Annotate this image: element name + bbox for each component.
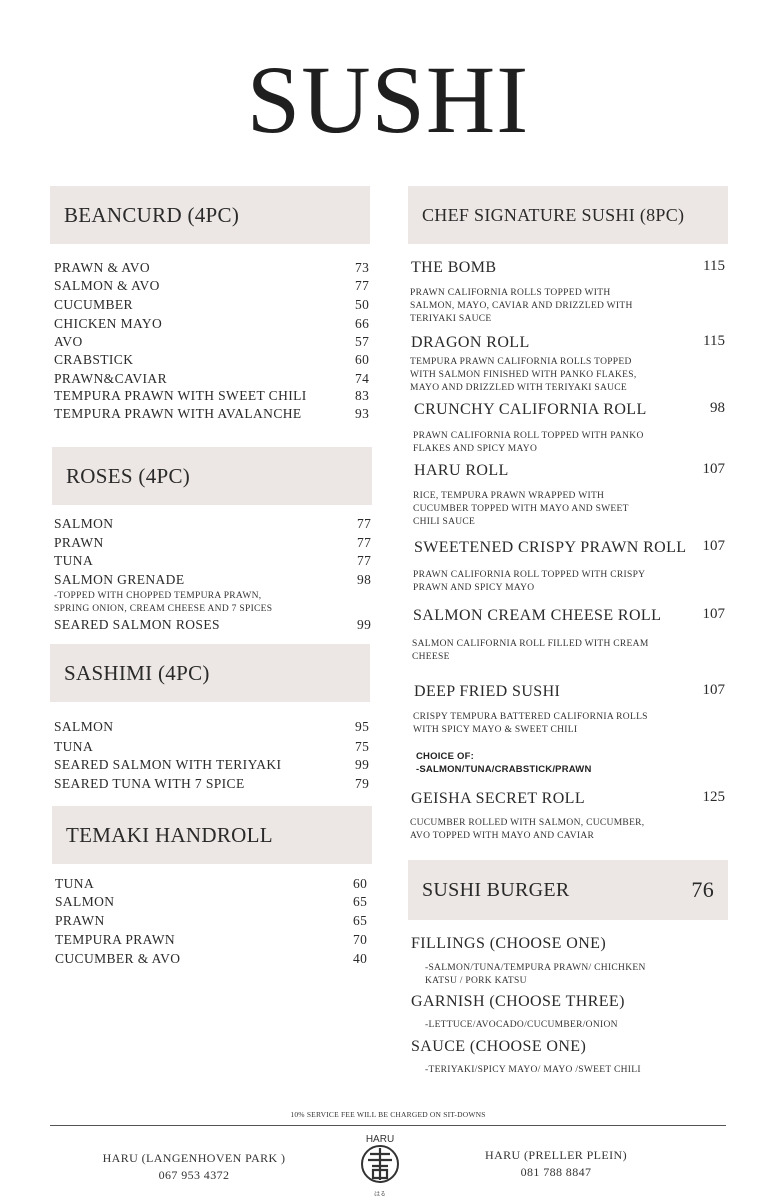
menu-item bbox=[54, 553, 372, 568]
menu-item bbox=[54, 278, 370, 293]
signature-item-name: DRAGON ROLL bbox=[411, 334, 530, 351]
signature-item-name: CRUNCHY CALIFORNIA ROLL bbox=[414, 401, 647, 418]
haru-logo bbox=[355, 1130, 405, 1200]
menu-item-price: 77 bbox=[355, 278, 370, 293]
signature-item-name: SALMON CREAM CHEESE ROLL bbox=[413, 607, 662, 624]
sauce-options: -TERIYAKI/SPICY MAYO/ MAYO /SWEET CHILI bbox=[425, 1065, 641, 1075]
signature-item-description bbox=[413, 430, 644, 456]
menu-item-name: SEARED TUNA WITH 7 SPICE bbox=[54, 776, 245, 791]
menu-item-price: 65 bbox=[353, 894, 368, 909]
signature-item-price: 115 bbox=[703, 258, 725, 274]
description-line: PRAWN AND SPICY MAYO bbox=[413, 583, 535, 593]
menu-item-name: PRAWN bbox=[55, 913, 105, 928]
section-header-beancurd: BEANCURD (4PC) bbox=[50, 186, 370, 244]
logo-subtext: はる bbox=[373, 1191, 387, 1198]
menu-item-name: TUNA bbox=[54, 553, 94, 568]
menu-item bbox=[54, 739, 370, 754]
menu-item bbox=[55, 913, 368, 928]
menu-item-name: TEMPURA PRAWN bbox=[55, 932, 176, 947]
menu-item bbox=[54, 297, 370, 312]
description-line: AVO TOPPED WITH MAYO AND CAVIAR bbox=[410, 831, 595, 841]
signature-item-description bbox=[410, 356, 637, 395]
menu-item-price: 98 bbox=[357, 572, 372, 587]
signature-item-price: 107 bbox=[702, 538, 725, 554]
page-title: SUSHI bbox=[246, 46, 530, 153]
logo-text: HARU bbox=[365, 1134, 395, 1145]
menu-item-name: SALMON bbox=[54, 719, 114, 734]
description-line: SALMON CALIFORNIA ROLL FILLED WITH CREAM bbox=[412, 639, 649, 649]
signature-item-price: 125 bbox=[702, 789, 725, 805]
location-preller: HARU (PRELLER PLEIN) 081 788 8847 bbox=[485, 1148, 627, 1179]
menu-item-name: PRAWN bbox=[54, 535, 104, 550]
menu-item-name: PRAWN & AVO bbox=[54, 260, 151, 275]
menu-item-name: SALMON & AVO bbox=[54, 278, 160, 293]
menu-item-price: 77 bbox=[357, 535, 372, 550]
fillings-label: FILLINGS (CHOOSE ONE) bbox=[411, 935, 607, 952]
menu-item-price: 74 bbox=[355, 371, 370, 386]
menu-item-price: 40 bbox=[353, 951, 368, 966]
menu-item-name: CUCUMBER & AVO bbox=[55, 951, 181, 966]
signature-item-name: HARU ROLL bbox=[414, 462, 509, 479]
menu-item-price: 79 bbox=[355, 776, 370, 791]
menu-item-price: 57 bbox=[355, 334, 370, 349]
menu-item-name: SALMON GRENADE bbox=[54, 572, 185, 587]
section-header-temaki: TEMAKI HANDROLL bbox=[52, 806, 372, 864]
fillings-options: -SALMON/TUNA/TEMPURA PRAWN/ CHICHKEN KATSU / PORK KATSU bbox=[425, 963, 646, 986]
description-line: PRAWN CALIFORNIA ROLL TOPPED WITH PANKO bbox=[413, 431, 644, 441]
menu-item-name: SALMON bbox=[55, 894, 115, 909]
description-line: TEMPURA PRAWN CALIFORNIA ROLLS TOPPED bbox=[410, 357, 632, 367]
description-line: FLAKES AND SPICY MAYO bbox=[413, 444, 538, 454]
garnish-label: GARNISH (CHOOSE THREE) bbox=[411, 993, 625, 1010]
menu-item-name: AVO bbox=[54, 334, 83, 349]
signature-item-price: 107 bbox=[702, 606, 725, 622]
sauce-label: SAUCE (CHOOSE ONE) bbox=[411, 1038, 587, 1055]
footer-divider bbox=[50, 1125, 726, 1126]
menu-item-price: 75 bbox=[355, 739, 370, 754]
menu-item bbox=[54, 388, 370, 403]
description-line: CUCUMBER TOPPED WITH MAYO AND SWEET bbox=[413, 504, 629, 514]
signature-item-price: 115 bbox=[703, 333, 725, 349]
description-line: WITH SPICY MAYO & SWEET CHILI bbox=[413, 725, 578, 735]
signature-item-description bbox=[410, 287, 633, 326]
menu-item bbox=[54, 516, 372, 531]
menu-item-price: 77 bbox=[357, 553, 372, 568]
description-line: TERIYAKI SAUCE bbox=[410, 314, 492, 324]
menu-item-name: PRAWN&CAVIAR bbox=[54, 371, 167, 386]
garnish-options: -LETTUCE/AVOCADO/CUCUMBER/ONION bbox=[425, 1020, 618, 1030]
signature-item-name: DEEP FRIED SUSHI bbox=[414, 683, 561, 700]
menu-item-price: 93 bbox=[355, 406, 370, 421]
section-header-signature: CHEF SIGNATURE SUSHI (8PC) bbox=[408, 186, 728, 244]
menu-item bbox=[54, 260, 370, 275]
menu-item-name: SALMON bbox=[54, 516, 114, 531]
menu-item-name: SEARED SALMON WITH TERIYAKI bbox=[54, 757, 282, 772]
menu-item-name: TEMPURA PRAWN WITH AVALANCHE bbox=[54, 406, 302, 421]
menu-item bbox=[54, 316, 370, 331]
menu-item-price: 95 bbox=[355, 719, 370, 734]
description-line: CHEESE bbox=[412, 652, 450, 662]
menu-item-price: 60 bbox=[353, 876, 368, 891]
signature-item-name: GEISHA SECRET ROLL bbox=[411, 790, 586, 807]
menu-item-name: CHICKEN MAYO bbox=[54, 316, 163, 331]
menu-item bbox=[54, 719, 370, 734]
description-line: SALMON, MAYO, CAVIAR AND DRIZZLED WITH bbox=[410, 301, 633, 311]
menu-item-name: TUNA bbox=[55, 876, 95, 891]
menu-item-price: 65 bbox=[353, 913, 368, 928]
description-line: WITH SALMON FINISHED WITH PANKO FLAKES, bbox=[410, 370, 637, 380]
description-line: MAYO AND DRIZZLED WITH TERIYAKI SAUCE bbox=[410, 383, 628, 393]
menu-item bbox=[54, 535, 372, 550]
description-line: CUCUMBER ROLLED WITH SALMON, CUCUMBER, bbox=[410, 818, 645, 828]
menu-item bbox=[54, 572, 372, 587]
service-fee-note: 10% SERVICE FEE WILL BE CHARGED ON SIT-DOWNS bbox=[290, 1110, 486, 1119]
grenade-note: -TOPPED WITH CHOPPED TEMPURA PRAWN, SPRING ONION, CREAM CHEESE AND 7 SPICES bbox=[54, 591, 273, 614]
menu-item-name: TUNA bbox=[54, 739, 94, 754]
menu-item bbox=[54, 617, 372, 632]
menu-item-price: 50 bbox=[355, 297, 370, 312]
menu-item bbox=[55, 876, 368, 891]
menu-item-price: 99 bbox=[357, 617, 372, 632]
menu-item bbox=[54, 334, 370, 349]
signature-item-price: 98 bbox=[710, 400, 725, 416]
menu-item bbox=[54, 757, 370, 772]
menu-item-price: 60 bbox=[355, 352, 370, 367]
menu-item-name: TEMPURA PRAWN WITH SWEET CHILI bbox=[54, 388, 307, 403]
section-header-roses: ROSES (4PC) bbox=[52, 447, 372, 505]
signature-item-name: THE BOMB bbox=[411, 259, 497, 276]
menu-item-name: CRABSTICK bbox=[54, 352, 134, 367]
description-line: CRISPY TEMPURA BATTERED CALIFORNIA ROLLS bbox=[413, 712, 648, 722]
menu-item bbox=[54, 776, 370, 791]
location-langenhoven: HARU (LANGENHOVEN PARK ) 067 953 4372 bbox=[102, 1151, 286, 1182]
menu-item-price: 70 bbox=[353, 932, 368, 947]
section-header-burger bbox=[408, 860, 728, 920]
choice-of: CHOICE OF: -SALMON/TUNA/CRABSTICK/PRAWN bbox=[416, 751, 592, 775]
menu-item bbox=[55, 894, 368, 909]
signature-item-description bbox=[412, 638, 649, 664]
menu-item-price: 66 bbox=[355, 316, 370, 331]
menu-item-price: 83 bbox=[355, 388, 370, 403]
menu-item bbox=[55, 932, 368, 947]
menu-item bbox=[54, 352, 370, 367]
menu-item-price: 77 bbox=[357, 516, 372, 531]
menu-item bbox=[54, 371, 370, 386]
signature-item-description bbox=[410, 817, 645, 843]
section-header-sashimi: SASHIMI (4PC) bbox=[50, 644, 370, 702]
menu-item-name: CUCUMBER bbox=[54, 297, 133, 312]
description-line: RICE, TEMPURA PRAWN WRAPPED WITH bbox=[413, 491, 605, 501]
menu-item-name: SEARED SALMON ROSES bbox=[54, 617, 220, 632]
description-line: PRAWN CALIFORNIA ROLL TOPPED WITH CRISPY bbox=[413, 570, 646, 580]
signature-item-description bbox=[413, 711, 648, 737]
menu-item-price: 99 bbox=[355, 757, 370, 772]
description-line: PRAWN CALIFORNIA ROLLS TOPPED WITH bbox=[410, 288, 611, 298]
menu-item bbox=[55, 951, 368, 966]
description-line: CHILI SAUCE bbox=[413, 517, 476, 527]
signature-item-price: 107 bbox=[702, 461, 725, 477]
signature-item-price: 107 bbox=[702, 682, 725, 698]
signature-item-description bbox=[413, 490, 629, 529]
signature-item-description bbox=[413, 569, 645, 595]
burger-heading: SUSHI BURGER bbox=[422, 878, 570, 901]
burger-price: 76 bbox=[691, 877, 714, 902]
signature-item-name: SWEETENED CRISPY PRAWN ROLL bbox=[414, 539, 687, 556]
menu-item-price: 73 bbox=[355, 260, 370, 275]
menu-item bbox=[54, 406, 370, 421]
